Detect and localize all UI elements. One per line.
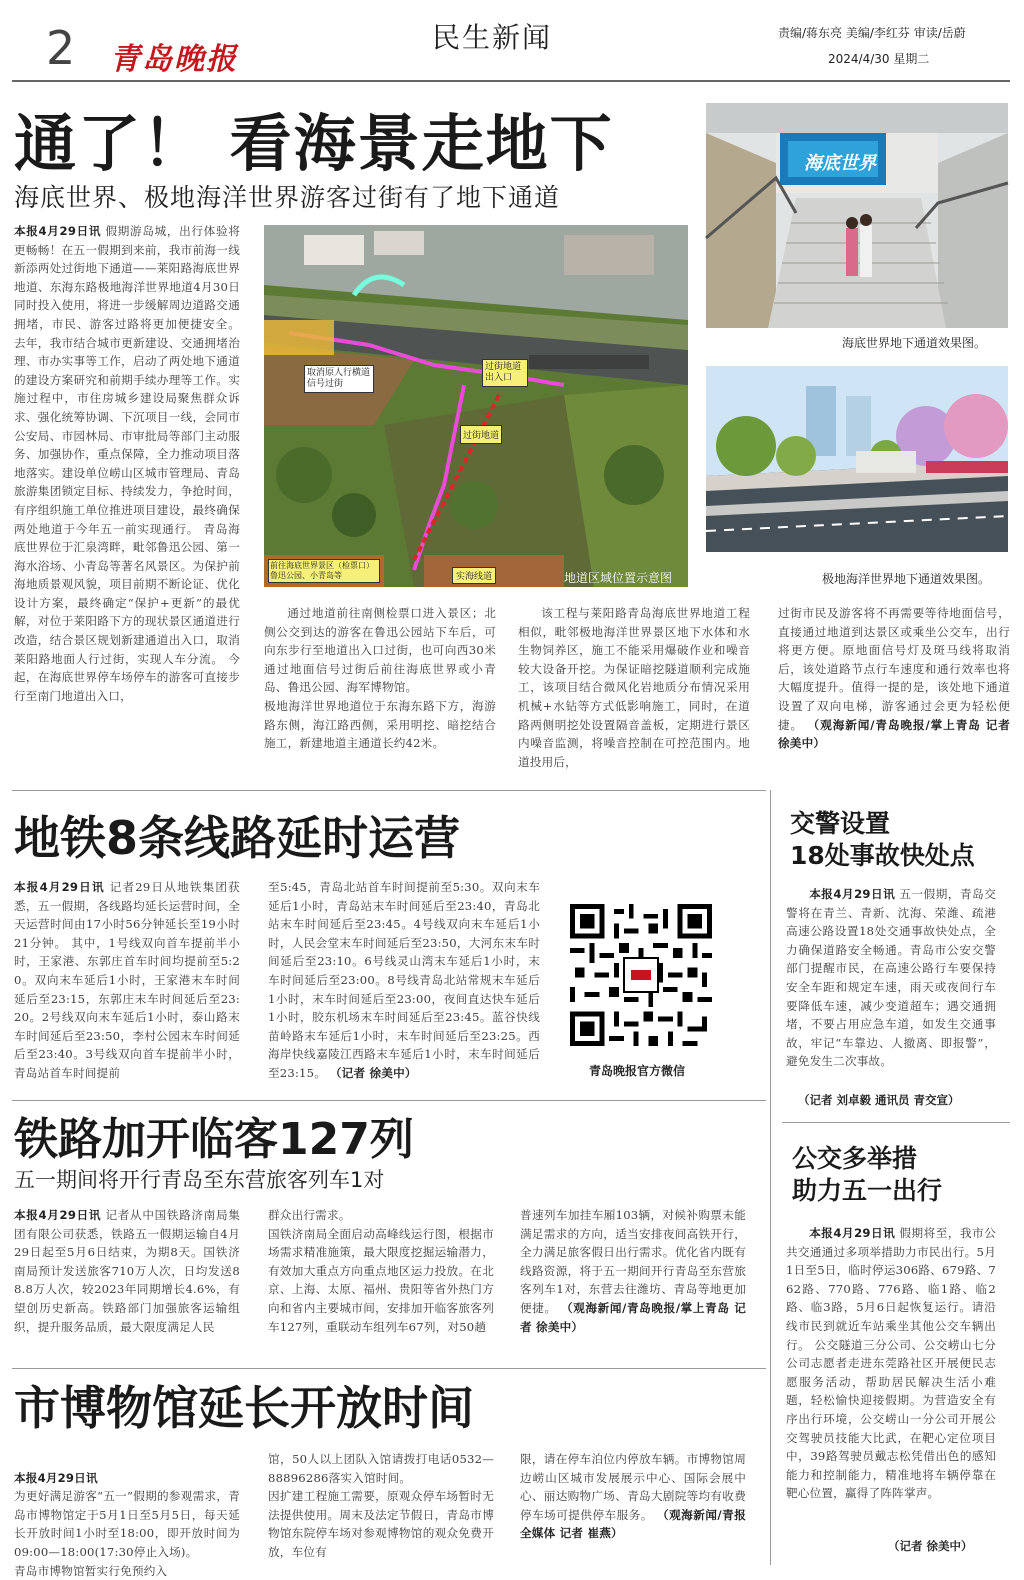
article-column <box>14 1450 240 1578</box>
map-graphic <box>264 225 688 587</box>
headline: 铁路加开临客127列 <box>14 1114 414 1165</box>
map-label: 实海线道 <box>452 567 496 584</box>
article-column <box>786 885 996 1097</box>
map-label: 过街地道 <box>460 425 502 444</box>
headline: 交警设置 <box>790 809 891 838</box>
article-body: 至5:45，青岛北站首车时间提前至5:30。双向末车延后1小时，青岛站末车时间延后至23:40，青岛北站末车时间延后至23:45。4号线双向末车延后1小时，人民会堂末车时间延后至23:50，大河东末车时间延后至23:10。6号线灵山湾末车延后1小时，末车时间延后至23:00。8号线青岛北站常规末车延后1小时，末车时间延后至23:00，夜间直达快车延后1小时，胶东机场末车时间延后至23:45。蓝谷快线苗岭路末车延后1小时，末车时间延后至23:25。西海岸快线嘉陵江西路末车延后1小时，末车时间延后至23:15。 <box>268 880 540 1080</box>
section-rule <box>782 1122 1010 1123</box>
dateline: 本报4月29日讯 <box>14 224 102 238</box>
article-body: 为更好满足游客“五一”假期的参观需求，青岛市博物馆定于5月1日至5月5日，每天延长开放时间1小时至18:00，即开放时间为09:00—18:00(17:30停止入场)。 青岛市博物馆暂实行免预约入 <box>14 1489 240 1578</box>
article-body: 普速列车加挂车厢103辆，对候补购票未能满足需求的方向，适当安排夜间高铁开行，全力满足旅客假日出行需求。优化省内既有线路资源，将于五一期间开行青岛至东营旅客列车1对，东营去往潍坊、青岛等地更加便捷。 <box>520 1208 746 1315</box>
section-rule <box>12 790 766 791</box>
photo-caption: 极地海洋世界地下通道效果图。 <box>822 572 991 586</box>
dateline: 本报4月29日讯 <box>809 887 896 901</box>
tunnel-render <box>706 103 1008 328</box>
qr-pattern <box>570 904 712 1046</box>
map-label: 取消原人行横道信号过街 <box>304 365 374 393</box>
dateline: 本报4月29日讯 <box>14 1208 102 1222</box>
byline: （记者 刘卓毅 通讯员 青交宣） <box>798 1093 960 1107</box>
section-title: 民生新闻 <box>432 21 553 54</box>
article-column <box>778 604 1010 780</box>
headline: 通了！ 看海景走地下 <box>14 107 614 180</box>
tunnel-photo <box>706 103 1008 328</box>
map-caption: 地道区域位置示意图 <box>564 571 673 585</box>
dateline: 本报4月29日讯 <box>14 880 105 894</box>
photo-caption: 海底世界地下通道效果图。 <box>842 336 987 350</box>
headline: 助力五一出行 <box>792 1176 943 1205</box>
masthead-rule <box>12 80 1010 82</box>
billboard-text: 海底世界 <box>804 153 876 174</box>
article-body: 限，请在停车泊位内停放车辆。市博物馆周边崂山区城市发展展示中心、国际会展中心、丽达购物广场、青岛大剧院等均有收费停车场可提供停车服务。 <box>520 1452 746 1522</box>
column-rule <box>770 790 771 1565</box>
byline: （记者 徐美中） <box>329 1065 417 1080</box>
headline: 地铁8条线路延时运营 <box>14 811 461 865</box>
article-body: 假期将至，我市公共交通通过多项举措助力市民出行。5月1日至5日，临时停运306路、679路、762路、770路、776路、临1路、临2路、临3路，5月6日起恢复运行。请沿线市民到就近车站乘坐其他公交车辆出行。 公交隧道三分公司、公交崂山七分公司志愿者走进东莞路社区开展便民志愿服务活动，帮助居民解决生活小难题，轻松愉快迎接假期。为营造安全有序出行环境，公交崂山一分公司开展公交驾驶员技能大比武，在靶心定位项目中，39路驾驶员戴志松凭借出色的感知能力和控制能力，精准地将车辆停靠在靶心位置，赢得了阵阵掌声。 <box>786 1226 997 1501</box>
headline: 18处事故快处点 <box>790 841 975 870</box>
byline: （观海新闻/青岛晚报/掌上青岛 记者 徐美中） <box>520 1300 747 1334</box>
qr-code[interactable] <box>570 904 712 1046</box>
editor-credits: 责编/蒋东亮 美编/李红芬 审读/岳蔚 <box>778 26 966 40</box>
article-column <box>14 222 240 778</box>
article-column <box>786 1224 996 1534</box>
article-body: 记者29日从地铁集团获悉，五一假期，各线路均延长运营时间，全天运营时间由17小时56分钟延长至19小时21分钟。 其中，1号线双向首车提前半小时，王家港、东郭庄首车时间均提前至5:20。双向末车延后1小时，王家港末车时间延后至23:15，东郭庄末车时间延后至23:20。2号线双向末车延后1小时，泰山路末车时间延后至23:50，李村公园末车时间延后至23:40。3号线双向首车提前半小时，青岛站首车时间提前 <box>14 880 240 1080</box>
subheadline: 五一期间将开行青岛至东营旅客列车1对 <box>14 1168 385 1192</box>
headline: 市博物馆延长开放时间 <box>14 1381 474 1435</box>
dateline: 本报4月29日讯 <box>14 1470 98 1485</box>
article-body: 过街市民及游客将不再需要等待地面信号，直接通过地道到达景区或乘坐公交车，出行将更方便。原地面信号灯及斑马线将取消后，该处道路节点行车速度和通行效率也将大幅度提升。值得一提的是，该处地下通道设置了双向电梯，游客通过会更为轻松便捷。 <box>778 606 1010 732</box>
map-label: 过街地道出入口 <box>482 359 528 387</box>
article-column: 馆，50人以上团队入馆请拨打电话0532—88896286落实入馆时间。 因扩建工程施工需要，原观众停车场暂时无法提供使用。周末及法定节假日，青岛市博物馆东院停车场对参观博物馆的观众免费开放，车位有 <box>268 1452 494 1559</box>
subheadline: 海底世界、极地海洋世界游客过街有了地下通道 <box>14 183 561 212</box>
section-rule <box>12 1368 766 1369</box>
street-render <box>706 366 1008 552</box>
article-column <box>14 878 240 1090</box>
byline: （观海新闻/青岛晚报/掌上青岛 记者 徐美中） <box>778 717 1011 751</box>
byline: （记者 徐美中） <box>888 1539 973 1553</box>
map-label: 前往海底世界景区（检票口）鲁迅公园、小青岛等 <box>268 559 380 583</box>
article-column <box>520 1206 746 1356</box>
article-column <box>14 1206 240 1356</box>
street-photo <box>706 366 1008 552</box>
article-body: 假期游岛城，出行体验将更畅畅！在五一假期到来前，我市前海一线新添两处过街地下通道——莱阳路海底世界地道、东海东路极地海洋世界地道4月30日同时投入使用，将进一步缓解周边道路交通拥堵，市民、游客过路将更加便捷安全。 去年，我市结合城市更新建设、交通拥堵治理、市办实事等工作，启动了两处地下通道的建设方案研究和前期手续办理等工作。实施过程中，市住房城乡建设局聚焦群众诉求、强化统筹协调、下沉项目一线，会同市公安局、市园林局、市审批局等部门主动服务、加强协作，重点保障，全力推动项目落地落实。建设单位崂山区城市管理局、青岛旅游集团锁定目标、持续发力，争抢时间，有序组织施工单位推进项目建设，最终确保两处地道于今年五一前实现通行。 青岛海底世界位于汇泉湾畔，毗邻鲁迅公园、第一海水浴场、小青岛等著名风景区。为保护前海地质景观风貌，项目前期不断论证、优化设计方案，最终确定“保护+更新”的最优解，对位于莱阳路下方的现状景区通道进行改造，结合景区规划新建通道出入口，取消莱阳路地面人行过街，实现人车分流。 今起，在海底世界停车场停车的游客可直接步行至南门地道出入口， <box>14 224 241 703</box>
article-column <box>268 878 540 1090</box>
paper-logo: 青岛晚报 <box>110 42 238 77</box>
article-column: 群众出行需求。 国铁济南局全面启动高峰线运行图，根据市场需求精准施策，最大限度挖掘运输潜力，有效加大重点方向重点地区运力投放。在北京、上海、太原、福州、贵阳等省外热门方向和省内主要城市间，安排加开临客旅客列车127列，重联动车组列车67列，对50趟 <box>268 1208 494 1334</box>
page-number: 2 <box>46 21 76 75</box>
article-column: 该工程与莱阳路青岛海底世界地道工程相似，毗邻极地海洋世界景区地下水体和水生物饲养区，施工不能采用爆破作业和噪音较大设备开挖。为保证暗挖隧道顺利完成施工，该项目结合微风化岩地质分布情况采用机械+水钻等方式低影响施工，同时，在道路两侧明挖处设置隔音盖板，定期进行景区内噪音监测，将噪音控制在可控范围内。地道投用后， <box>518 606 750 769</box>
article-column: 通过地道前往南侧检票口进入景区；北侧公交到达的游客在鲁迅公园站下车后，可向东步行至地道出入口过街，也可向西30米通过地面信号过街后前往海底世界或小青岛、鲁迅公园、海军博物馆。 极地海洋世界地道位于东海东路下方，海游路东侧，海江路西侧，采用明挖、暗挖结合施工，新建地道主通道长约42米。 <box>264 606 496 751</box>
article-body: 记者从中国铁路济南局集团有限公司获悉，铁路五一假期运输自4月29日起至5月6日结束，为期8天。国铁济南局预计发送旅客710万人次，日均发送88.8万人次，较2023年同期增长4.6%，有望创历史新高。铁路部门加强旅客运输组织，提升服务品质，最大限度满足人民 <box>14 1208 241 1334</box>
section-rule <box>12 1100 766 1101</box>
article-body: 五一假期，青岛交警将在青兰、青新、沈海、荣潍、疏港高速公路设置18处交通事故快处点，全力确保道路安全畅通。青岛市公安交警部门提醒市民，在高速公路行车要保持安全车距和规定车速，雨天或夜间行车要降低车速，减少变道超车；遇交通拥堵，不要占用应急车道，如发生交通事故，牢记“车靠边、人撤离、即报警”，避免发生二次事故。 <box>786 887 997 1069</box>
issue-date: 2024/4/30 星期二 <box>828 52 930 66</box>
byline: （观海新闻/青报全媒体 记者 崔燕） <box>520 1507 747 1541</box>
dateline: 本报4月29日讯 <box>809 1226 896 1240</box>
location-map <box>264 225 688 587</box>
article-column <box>520 1450 746 1562</box>
headline: 公交多举措 <box>792 1144 918 1173</box>
qr-caption: 青岛晚报官方微信 <box>589 1064 686 1078</box>
